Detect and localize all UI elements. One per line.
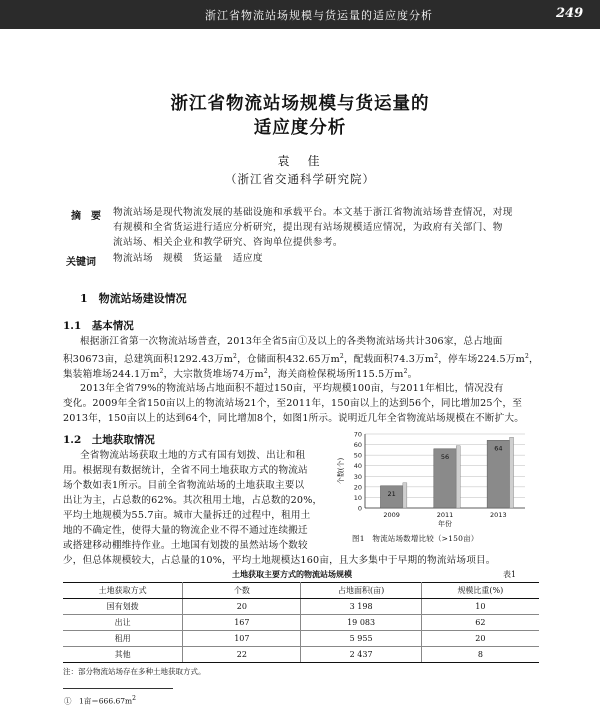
table-cell: 5 955 [301, 631, 421, 647]
land-line2: 用。根据现有数据统计，全省不同土地获取方式的物流站 [63, 465, 308, 476]
y-tick-label: 60 [353, 441, 362, 450]
table-cell: 其他 [63, 647, 183, 663]
footnote: ① 1亩$=666.67m^2$ [64, 695, 136, 706]
x-axis-label: 年份 [438, 520, 452, 528]
x-tick-label: 2013 [490, 511, 507, 519]
table-row [63, 599, 539, 615]
table-header-share: 规模比重(%) [421, 583, 539, 599]
table-cell: 22 [183, 647, 301, 663]
table-cell: 2 437 [301, 647, 421, 663]
y-tick-label: 20 [353, 483, 362, 492]
data-label: 64 [494, 444, 503, 453]
paper-title-line2: 适应度分析 [253, 118, 347, 138]
abstract-line1: 物流站场是现代物流发展的基础设施和承载平台。本文基于浙江省物流站场普查情况，对现 [113, 207, 513, 218]
table-cell: 8 [421, 647, 539, 663]
author: 袁 佳 [277, 154, 323, 168]
section-1-1-heading: 1.1 基本情况 [63, 320, 134, 332]
land-line1: 全省物流站场获取土地的方式有国有划拨、出让和租 [80, 450, 306, 461]
y-tick-label: 50 [353, 451, 362, 460]
y-tick-label: 10 [353, 493, 362, 502]
figure-1-caption: 图1 物流站场数增比较（>150亩） [352, 534, 479, 543]
table-cell: 20 [421, 631, 539, 647]
y-tick-label: 40 [353, 462, 362, 471]
table-header-count: 个数 [183, 583, 301, 599]
data-label: 56 [440, 452, 450, 461]
keywords-label: 关键词 [66, 257, 96, 268]
para1-line2: 积30673亩，总建筑面积1292.43万$m^2$，仓储面积432.65万$m^2$，配载面积74.3万$m^2$，停车场224.5万$m^2$， [63, 353, 539, 366]
abstract-line2: 有规模和全省货运进行适应分析研究，提出现有站场规模适应情况，为政府有关部门、物 [113, 222, 503, 233]
table-note: 注：部分物流站场存在多种土地获取方式。 [63, 667, 206, 676]
land-line6: 地的不确定性，使得大量的物流企业不得不通过连续搬迁 [63, 525, 308, 536]
bar-side-2009 [403, 483, 407, 508]
table-row [63, 647, 539, 663]
y-tick-label: 0 [357, 504, 362, 513]
abstract-label: 摘 要 [71, 211, 101, 222]
land-line7: 或搭建移动棚维持作业。土地国有划拨的虽然站场个数较 [63, 540, 308, 551]
para2-line3: 2013年，150亩以上的达到64个，同比增加8个，如图1所示。说明近几年全省物流站场规模在不断扩大。 [63, 413, 525, 424]
table-header-area: 占地面积(亩) [301, 583, 421, 599]
paper-title-line1: 浙江省物流站场规模与货运量的 [170, 94, 430, 114]
y-tick-label: 30 [353, 472, 362, 481]
para2-line2: 变化。2009年全省150亩以上的物流站场21个，至2011年，150亩以上的达到56个，同比增加25个，至 [63, 398, 523, 409]
land-line3: 场个数如表1所示。目前全省物流站场的土地获取主要以 [63, 480, 305, 491]
running-header-title: 浙江省物流站场规模与货运量的适应度分析 [205, 9, 433, 22]
table-cell: 10 [421, 599, 539, 615]
land-line5: 平均土地规模为55.7亩。城市大量拆迁的过程中，租用土 [63, 510, 311, 521]
page-number: 249 [556, 6, 584, 21]
table-cell: 62 [421, 615, 539, 631]
para1-line3: 集装箱堆场244.1万$m^2$，大宗散货堆场74万$m^2$，海关商检保税场所115.5万$m^2$。 [63, 368, 418, 381]
land-line4: 出让为主，占总数的62%。其次租用土地，占总数的20%， [63, 495, 323, 506]
y-tick-label: 70 [353, 430, 362, 439]
abstract-line3: 流站场、相关企业和教学研究、咨询单位提供参考。 [113, 237, 343, 248]
table-header-method: 土地获取方式 [63, 583, 183, 599]
footnote-rule [63, 688, 173, 689]
table-title: 土地获取主要方式的物流站场规模 [232, 569, 352, 579]
table-cell: 租用 [63, 631, 183, 647]
table-cell: 167 [183, 615, 301, 631]
y-axis-label: 个数(个) [337, 457, 345, 485]
table-cell: 19 083 [301, 615, 421, 631]
para2-line1: 2013年全省79%的物流站场占地面积不超过150亩，平均规模100亩，与2011年相比，情况没有 [80, 383, 504, 394]
data-label: 21 [387, 489, 396, 498]
bar-side-2011 [456, 446, 460, 508]
keywords: 物流站场 规模 货运量 适应度 [113, 253, 263, 264]
table-cell: 20 [183, 599, 301, 615]
table-cell: 出让 [63, 615, 183, 631]
bar-side-2013 [510, 437, 514, 508]
affiliation: （浙江省交通科学研究院） [225, 172, 375, 186]
x-tick-label: 2011 [436, 511, 454, 519]
table-cell: 国有划拨 [63, 599, 183, 615]
land-line8: 少，但总体规模较大，占总量的10%，平均土地规模达160亩，且大多集中于早期的物流站场项目。 [63, 555, 496, 566]
table-cell: 107 [183, 631, 301, 647]
section-1-heading: 1 物流站场建设情况 [80, 292, 187, 305]
table-1 [63, 582, 539, 663]
section-1-2-heading: 1.2 土地获取情况 [63, 434, 155, 446]
table-row [63, 631, 539, 647]
para1-line1: 根据浙江省第一次物流站场普查，2013年全省5亩①及以上的各类物流站场共计306家，总占地面 [80, 336, 503, 347]
table-number: 表1 [503, 570, 517, 579]
table-cell: 3 198 [301, 599, 421, 615]
table-row [63, 615, 539, 631]
table-header-row [63, 583, 539, 599]
x-tick-label: 2009 [383, 511, 400, 519]
